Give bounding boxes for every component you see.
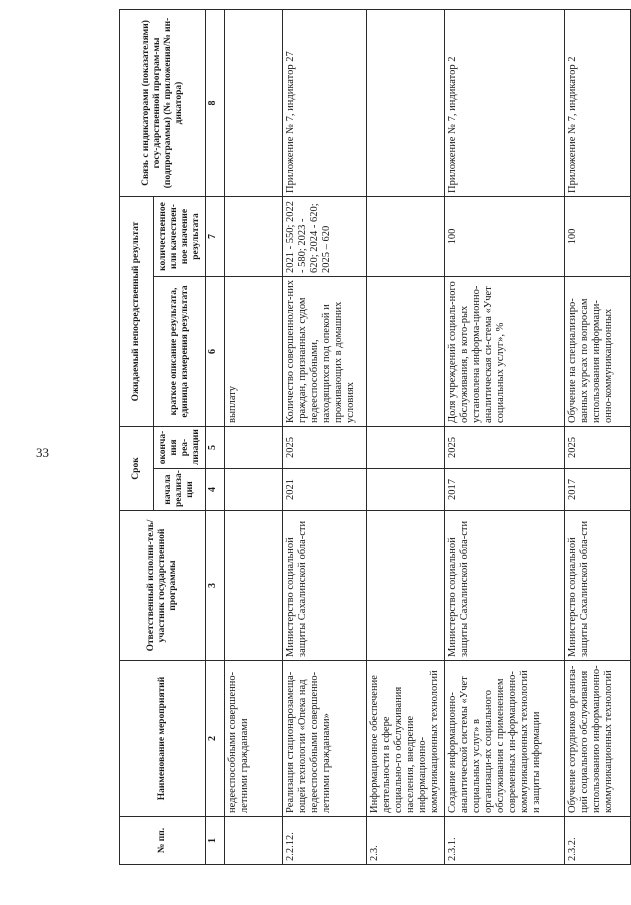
header-result: Ожидаемый непосредственный результат: [120, 197, 154, 427]
cell-end: [225, 427, 283, 469]
cell-no: [225, 817, 283, 865]
cell-result-desc: Количество совершеннолет-них граждан, признанных судом недееспособными, находящихся под опекой и проживающих в домашних условиях: [283, 277, 367, 427]
cell-result-desc: выплату: [225, 277, 283, 427]
header-result-value: количественное или качествен-ное значение результата: [154, 197, 206, 277]
cell-name: Создание информационно-аналитической системы «Учет социальных услуг» в организаци-ях социального обслуживания с применением современных ин-формационно-коммуникационных технологий и защиты информации: [445, 661, 565, 817]
cell-no: 2.3.: [367, 817, 445, 865]
table-row: [445, 10, 565, 865]
cell-result-value: 2021 - 550; 2022 - 580; 2023 - 620; 2024 - 620; 2025 – 620: [283, 197, 367, 277]
cell-end: 2025: [445, 427, 565, 469]
cell-no: 2.3.1.: [445, 817, 565, 865]
header-no: № пп.: [120, 817, 206, 865]
cell-start: [225, 469, 283, 511]
column-number: 8: [206, 10, 225, 197]
column-number: 6: [206, 277, 225, 427]
cell-link: Приложение № 7, индикатор 2: [445, 10, 565, 197]
table-row: [283, 10, 367, 865]
cell-result-desc: [367, 277, 445, 427]
header-link: Связь с индикаторами (показателями) госу-дарственной програм-мы (подпрограммы) (№ приложения/№ ин-дикатора): [120, 10, 206, 197]
table-body: [206, 10, 631, 865]
rotated-table-container: [95, 0, 631, 875]
cell-end: [367, 427, 445, 469]
column-number: 7: [206, 197, 225, 277]
rotated-page-area: [95, 0, 631, 905]
table-row: [225, 10, 283, 865]
cell-end: 2025: [565, 427, 631, 469]
cell-responsible: [367, 511, 445, 661]
cell-start: 2017: [445, 469, 565, 511]
header-term: Срок: [120, 427, 154, 511]
header-result-desc: краткое описание результата, единица измерения результата: [154, 277, 206, 427]
cell-link: Приложение № 7, индикатор 27: [283, 10, 367, 197]
cell-no: 2.2.12.: [283, 817, 367, 865]
column-number: 4: [206, 469, 225, 511]
cell-start: 2017: [565, 469, 631, 511]
column-number-row: [206, 10, 225, 865]
table-row: [565, 10, 631, 865]
column-number: 5: [206, 427, 225, 469]
cell-responsible: Министерство социальной защиты Сахалинской обла-сти: [445, 511, 565, 661]
cell-responsible: Министерство социальной защиты Сахалинской обла-сти: [565, 511, 631, 661]
cell-result-value: [225, 197, 283, 277]
cell-name: Информационное обеспечение деятельности в сфере социально-го обслуживания населения, внедрение информационно-коммуникационных технологий: [367, 661, 445, 817]
cell-link: [367, 10, 445, 197]
program-measures-table: [119, 9, 631, 865]
cell-result-value: 100: [445, 197, 565, 277]
header-term-end: оконча-ния реа-лизации: [154, 427, 206, 469]
column-number: 3: [206, 511, 225, 661]
cell-name: Обучение сотрудников организа-ций социального обслуживания использованию информационно-коммуникационных технологий: [565, 661, 631, 817]
cell-responsible: Министерство социальной защиты Сахалинской обла-сти: [283, 511, 367, 661]
cell-no: 2.3.2.: [565, 817, 631, 865]
cell-end: 2025: [283, 427, 367, 469]
cell-result-value: [367, 197, 445, 277]
cell-link: Приложение № 7, индикатор 2: [565, 10, 631, 197]
header-responsible: Ответственный исполни-тель/участник государственной программы: [120, 511, 206, 661]
cell-link: [225, 10, 283, 197]
header-row-1: [120, 10, 154, 865]
header-term-start: начала реализа-ции: [154, 469, 206, 511]
cell-result-value: 100: [565, 197, 631, 277]
cell-start: [367, 469, 445, 511]
cell-name: недееспособными совершенно-летними гражданами: [225, 661, 283, 817]
page-number: 33: [36, 445, 49, 460]
column-number: 1: [206, 817, 225, 865]
cell-result-desc: Обучение на специализиро-ванных курсах по вопросам использования информаци-онно-коммуникационных: [565, 277, 631, 427]
column-number: 2: [206, 661, 225, 817]
cell-start: 2021: [283, 469, 367, 511]
cell-name: Реализация стационарозамеща-ющей технологии «Опека над недееспособными совершенно-летними гражданами»: [283, 661, 367, 817]
cell-result-desc: Доля учреждений социаль-ного обслуживания, в кото-рых установлена информа-ционно-аналитическая си-стема «Учет социальных услуг», %: [445, 277, 565, 427]
table-row: [367, 10, 445, 865]
cell-responsible: [225, 511, 283, 661]
header-name: Наименование мероприятий: [120, 661, 206, 817]
